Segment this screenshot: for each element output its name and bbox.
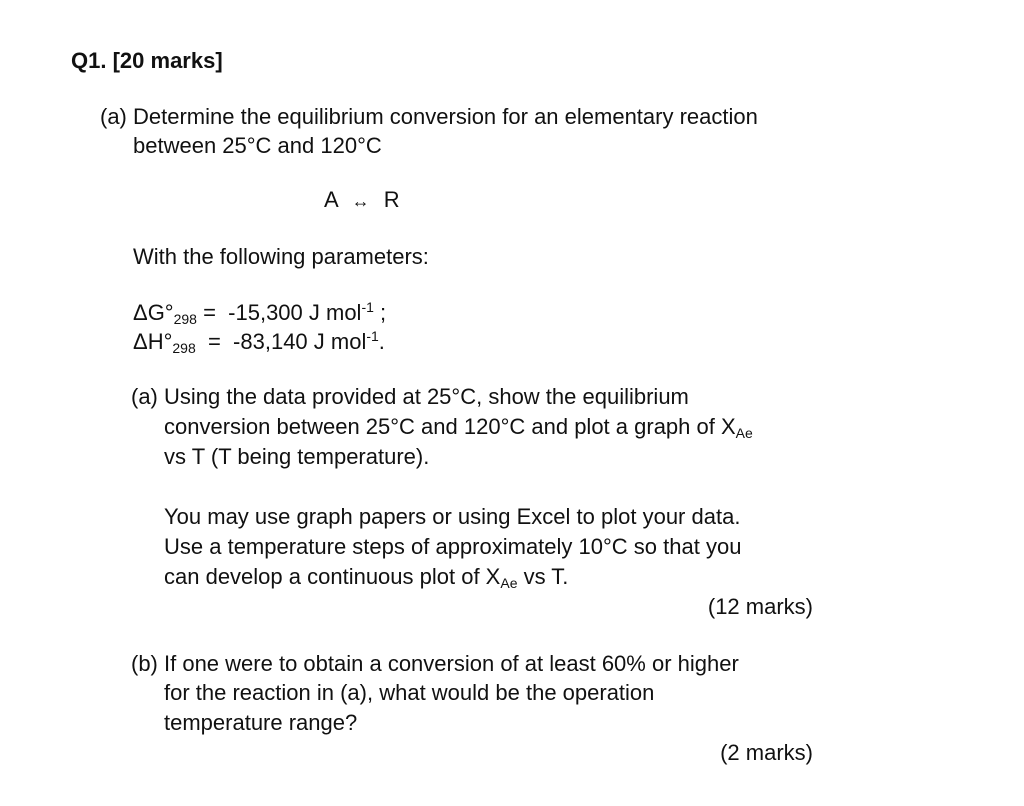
sub-a-line1 — [131, 382, 689, 412]
sub-a-p2-line1: You may use graph papers or using Excel to plot your data. — [164, 504, 741, 529]
parameters-intro: With the following parameters: — [133, 244, 429, 269]
sub-b-line3: temperature range? — [164, 710, 358, 735]
question-number: Q1. — [71, 48, 107, 73]
sub-a-p2-subscript: Ae — [500, 575, 518, 591]
sub-b-marks: (2 marks) — [720, 740, 813, 765]
reaction-reactant: A — [324, 187, 338, 212]
delta-h-subscript: 298 — [172, 340, 196, 356]
delta-g-subscript: 298 — [173, 311, 197, 327]
sub-b-line2: for the reaction in (a), what would be the operation — [164, 680, 655, 705]
delta-g-symbol: ΔG° — [133, 300, 174, 325]
reaction-equation — [324, 185, 400, 216]
part-a-text-2: between 25°C and 120°C — [133, 133, 382, 158]
sub-a-p2-line3 — [164, 562, 568, 592]
sub-b-line1 — [131, 649, 739, 679]
sub-a-text-1: Using the data provided at 25°C, show the equilibrium — [164, 384, 689, 409]
sub-a-p2-line2: Use a temperature steps of approximately 10°C so that you — [164, 534, 742, 559]
sub-a-p2-text-3: can develop a continuous plot of X — [164, 564, 501, 589]
delta-h-line — [133, 327, 385, 357]
reaction-arrow: ↔ — [351, 191, 370, 211]
question-marks: [20 marks] — [112, 48, 223, 73]
sub-b-label: (b) — [131, 651, 158, 676]
sub-a-line3: vs T (T being temperature). — [164, 444, 430, 469]
delta-g-value: = -15,300 J mol — [196, 300, 362, 325]
sub-a-text-2-subscript: Ae — [735, 425, 753, 441]
sub-a-line2 — [164, 412, 753, 442]
sub-a-text-2: conversion between 25°C and 120°C and plot a graph of X — [164, 414, 736, 439]
part-a-line2 — [133, 131, 382, 161]
delta-h-end: . — [378, 329, 385, 354]
sub-a-label: (a) — [131, 384, 158, 409]
delta-g-line — [133, 298, 386, 328]
delta-g-end: ; — [373, 300, 387, 325]
delta-g-exponent: -1 — [361, 299, 374, 315]
sub-a-p2-text-3-end: vs T. — [517, 564, 569, 589]
part-a-line1 — [100, 102, 758, 132]
delta-h-symbol: ΔH° — [133, 329, 173, 354]
question-header — [71, 46, 223, 76]
delta-h-exponent: -1 — [366, 328, 379, 344]
part-a-label: (a) — [100, 104, 127, 129]
sub-b-text-1: If one were to obtain a conversion of at least 60% or higher — [164, 651, 739, 676]
sub-a-marks: (12 marks) — [707, 594, 813, 619]
delta-h-value: = -83,140 J mol — [195, 329, 367, 354]
part-a-text-1: Determine the equilibrium conversion for an elementary reaction — [133, 104, 758, 129]
reaction-product: R — [383, 187, 400, 212]
